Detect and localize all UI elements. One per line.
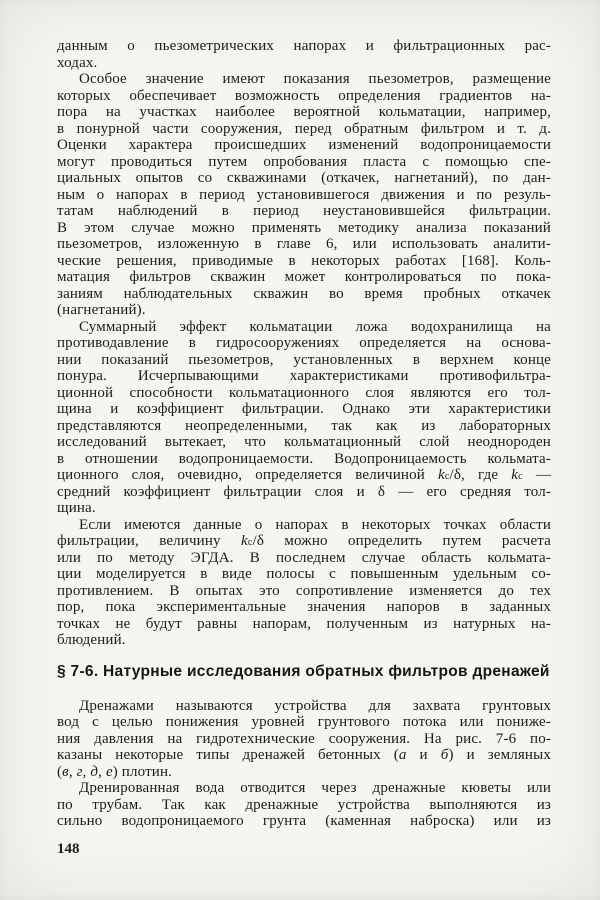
text-line: нии показаний пьезометров, установленных в верхнем конце xyxy=(57,351,551,368)
text-line: по трубам. Так как дренажные устройства выполняются из xyxy=(57,796,551,813)
text-line: которых обеспечивает возможность определения градиентов на- xyxy=(57,87,551,104)
text-line: в понурной части сооружения, перед обратным фильтром и т. д. xyxy=(57,120,551,137)
text-line: пора на участках наиболее вероятной кольматации, например, xyxy=(57,104,551,120)
text-line: пьезометров, изложенную в главе 6, или использовать аналити- xyxy=(57,236,551,252)
text-line: вод с целью понижения уровней грунтового потока или пониже- xyxy=(57,714,551,730)
text-line: противлением. В опытах это сопротивление изменяется до тех xyxy=(57,582,551,599)
text-line: (в, г, д, е) плотин. xyxy=(57,763,173,780)
text-line: ции моделируется в виде полосы с повышенным удельным со- xyxy=(57,566,551,582)
text-line: в отношении водопроницаемости. Водопроницаемость кольмата- xyxy=(57,450,551,467)
text-line: циальных опытов со скважинами (откачек, нагнетаний), по дан- xyxy=(57,170,551,186)
text-line: казаны некоторые типы дренажей бетонных (а и б) и земляных xyxy=(57,747,551,763)
text-line: Дренажами называются устройства для захвата грунтовых xyxy=(79,697,551,714)
text-line: ным о напорах в период установившегося движения и по резуль- xyxy=(57,186,551,203)
text-line: представляются неопределенными, так как из лабораторных xyxy=(57,417,551,434)
text-line: ционной способности кольматационного слоя являются его тол- xyxy=(57,384,551,401)
text-line: Оценки характера происшедших изменений водопроницаемости xyxy=(57,137,551,153)
text-line: заниям наблюдательных скважин во время пробных откачек xyxy=(57,285,551,302)
text-line: татам наблюдений в период неустановившейся фильтрации. xyxy=(57,203,551,219)
text-line: противодавление в гидросооружениях определяется на основа- xyxy=(57,335,551,351)
text-line: средний коэффициент фильтрации слоя и δ — его средняя тол- xyxy=(57,483,551,500)
text-line: блюдений. xyxy=(57,632,126,648)
text-line: ческие решения, приводимые в некоторых работах [168]. Коль- xyxy=(57,252,551,269)
text-line: ходах. xyxy=(57,54,98,71)
text-line: Суммарный эффект кольматации ложа водохранилища на xyxy=(79,318,551,335)
text-line: щина и коэффициент фильтрации. Однако эти характеристики xyxy=(57,401,551,417)
text-line: ния давления на гидротехнические сооружения. На рис. 7-6 по- xyxy=(57,730,551,747)
text-line: понура. Исчерпывающими характеристиками противофильтра- xyxy=(57,368,551,384)
text-line: могут проводиться путем опробования пласта с помощью спе- xyxy=(57,153,551,170)
text-line: щина. xyxy=(57,500,96,516)
text-line: ционного слоя, очевидно, определяется величиной $k_с/\delta$, где $k_с$ — xyxy=(57,467,551,483)
text-line: Особое значение имеют показания пьезометров, размещение xyxy=(79,71,551,87)
text-line: сильно водопроницаемого грунта (каменная наброска) или из xyxy=(57,813,551,829)
text-line: пор, пока экспериментальные значения напоров в заданных xyxy=(57,599,551,615)
text-line: данным о пьезометрических напорах и фильтрационных рас- xyxy=(57,38,551,54)
page-number: 148 xyxy=(57,841,80,857)
text-line: точках не будут равны напорам, полученным из натурных на- xyxy=(57,615,551,632)
section-heading: § 7-6. Натурные исследования обратных фильтров дренажей xyxy=(57,662,550,680)
text-column xyxy=(57,38,551,830)
text-line: фильтрации, величину $k_с/\delta$ можно определить путем расчета xyxy=(57,533,551,549)
text-line: Если имеются данные о напорах в некоторых точках области xyxy=(79,516,551,533)
text-line: или по методу ЭГДА. В последнем случае область кольмата- xyxy=(57,549,551,566)
text-line: исследований вытекает, что кольматационный слой неоднороден xyxy=(57,434,551,450)
text-line: В этом случае можно применять методику анализа показаний xyxy=(57,219,551,236)
text-line: Дренированная вода отводится через дренажные кюветы или xyxy=(79,780,551,796)
text-line: (нагнетаний). xyxy=(57,302,146,318)
text-line: матация фильтров скважин может контролироваться по пока- xyxy=(57,269,551,285)
